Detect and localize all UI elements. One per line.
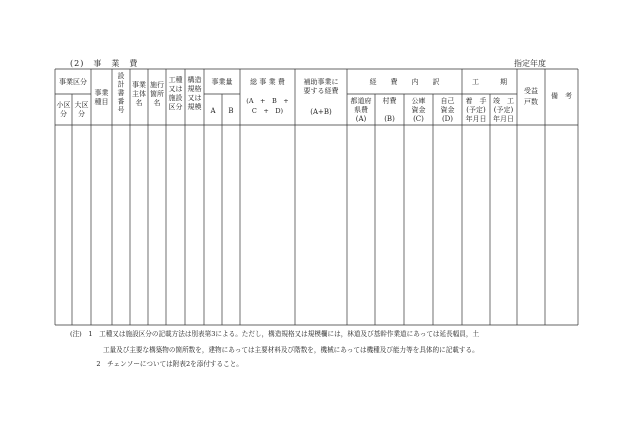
section-title: (2) 事 業 費: [70, 59, 139, 68]
header-subsidy: 要する経費: [303, 87, 339, 95]
header-subsidy-formula: (A+B): [310, 108, 332, 116]
header-own-fund: 資金: [440, 106, 455, 114]
fiscal-year-label: 指定年度: [514, 59, 546, 68]
header-start-date: 着 手: [465, 97, 487, 105]
table-headers: [57, 71, 573, 123]
header-structure: 又は: [187, 94, 202, 102]
header-total-formula: C + D): [251, 107, 284, 115]
header-project-class: 事業区分: [59, 78, 87, 86]
header-design-doc: 書: [117, 89, 125, 97]
header-work-type: 又は: [168, 85, 183, 93]
header-work-period: 工 期: [472, 78, 507, 86]
header-small-class: 小区: [56, 101, 71, 109]
header-design-doc: 設: [117, 72, 125, 80]
header-design-doc: 計: [117, 80, 125, 89]
header-design-doc: 番: [117, 97, 125, 106]
header-project-type: 事業: [94, 89, 109, 97]
header-small-class: 分: [60, 110, 67, 118]
header-end-date: 竣 工: [493, 97, 514, 105]
header-own-fund: 自己: [440, 97, 455, 105]
header-project-type: 種目: [94, 98, 109, 106]
header-location: 施行: [150, 81, 164, 89]
header-b: B: [228, 107, 234, 115]
header-total-formula: (A + B +: [246, 97, 289, 105]
header-subsidy: 補助事業に: [303, 78, 339, 86]
header-prefecture-cost: 県費: [354, 106, 368, 114]
header-work-type: 区分: [168, 103, 183, 111]
header-households: 戸数: [524, 98, 538, 106]
header-work-type: 施設: [168, 94, 183, 102]
header-prefecture-cost: 都道府: [350, 97, 372, 105]
header-public-fund: 資金: [411, 106, 426, 114]
header-village-cost: (B): [384, 115, 395, 123]
header-start-date: (予定): [466, 106, 486, 114]
header-large-class: 大区: [74, 101, 89, 109]
note-1: (注) 1 工種又は施設区分の記載方法は別表第3による。ただし，構造規格又は規模欄には，林道及び基幹作業道にあっては延長幅員，土: [70, 330, 480, 338]
header-remarks: 備 考: [551, 92, 572, 100]
header-location: 箇所: [150, 90, 164, 98]
header-village-cost: 村費: [382, 97, 397, 105]
header-location: 名: [153, 99, 161, 107]
header-breakdown: 経 費 内 訳: [369, 78, 440, 86]
header-large-class: 分: [78, 110, 85, 118]
header-total-cost: 総 事 業 費: [250, 78, 285, 86]
note-1-continued: 工量及び主要な構築物の箇所数を，建物にあっては主要材料及び階数を，機械にあっては機種及び能力等を具体的に記載する。: [70, 346, 479, 354]
header-design-doc: 号: [117, 106, 125, 114]
header-structure: 規格: [187, 85, 202, 93]
header-a: A: [210, 107, 216, 115]
header-entity: 主体: [132, 90, 146, 98]
note-2: 2 チェンソーについては附表2を添付すること。: [70, 360, 243, 368]
header-entity: 事業: [132, 81, 146, 89]
header-quantity: 事業量: [211, 78, 233, 86]
header-entity: 名: [135, 99, 143, 107]
header-public-fund: (C): [413, 115, 424, 123]
header-own-fund: (D): [441, 115, 454, 123]
header-public-fund: 公庫: [411, 97, 426, 105]
header-structure: 構造: [187, 76, 202, 84]
header-end-date: 年月日: [493, 115, 514, 123]
header-structure: 規模: [187, 103, 202, 111]
header-start-date: 年月日: [465, 115, 487, 123]
header-prefecture-cost: (A): [355, 115, 367, 123]
header-households: 受益: [524, 87, 538, 95]
header-work-type: 工種: [168, 76, 183, 84]
header-end-date: (予定): [493, 106, 514, 114]
